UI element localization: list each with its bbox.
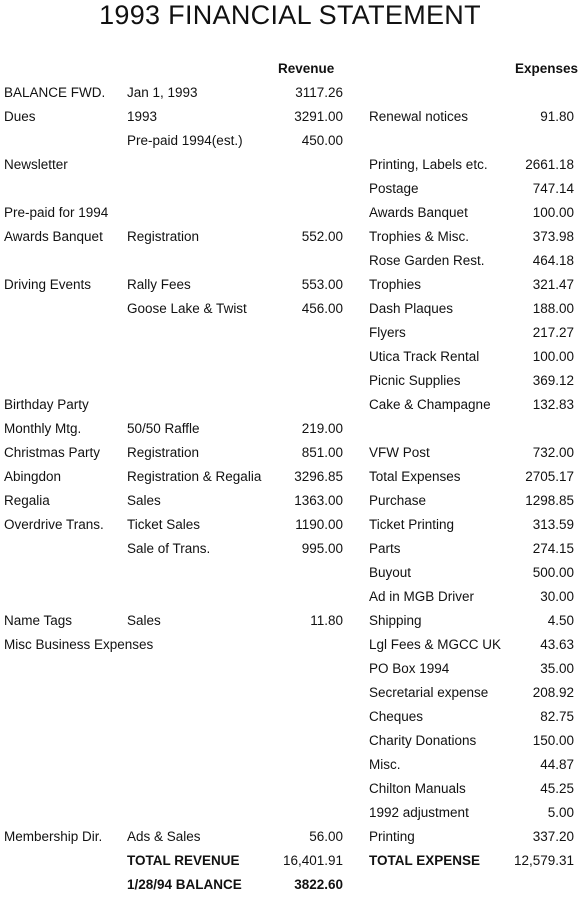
revenue-column-header: Revenue	[278, 61, 335, 76]
revenue-source: Abingdon	[4, 469, 62, 484]
expense-item: VFW Post	[369, 445, 430, 460]
revenue-detail: 50/50 Raffle	[127, 421, 200, 436]
expense-item: Lgl Fees & MGCC UK	[369, 637, 502, 652]
expense-amount: 2661.18	[525, 157, 574, 172]
revenue-detail: Registration & Regalia	[127, 469, 262, 484]
expense-amount: 82.75	[540, 709, 574, 724]
revenue-amount: 219.00	[301, 421, 343, 436]
expense-item: Picnic Supplies	[369, 373, 461, 388]
expense-amount: 337.20	[532, 829, 574, 844]
expense-amount: 321.47	[532, 277, 574, 292]
expenses-column-header: Expenses	[514, 61, 578, 76]
expense-amount: 5.00	[547, 805, 574, 820]
expense-amount: 464.18	[532, 253, 574, 268]
expense-amount: 43.63	[540, 637, 574, 652]
expense-item: Postage	[369, 181, 419, 196]
revenue-amount: 1363.00	[294, 493, 343, 508]
revenue-detail: Pre-paid 1994(est.)	[127, 133, 243, 148]
revenue-detail: Ticket Sales	[127, 517, 201, 532]
expense-amount: 373.98	[532, 229, 574, 244]
expense-item: Purchase	[369, 493, 427, 508]
revenue-detail: Registration	[127, 229, 200, 244]
revenue-detail: Registration	[127, 445, 200, 460]
expense-item: Trophies & Misc.	[369, 229, 470, 244]
revenue-amount: 3296.85	[294, 469, 343, 484]
revenue-source: Birthday Party	[4, 397, 89, 412]
expense-amount: 91.80	[540, 109, 574, 124]
expense-amount: 369.12	[532, 373, 574, 388]
revenue-source: Christmas Party	[4, 445, 101, 460]
expense-amount: 30.00	[540, 589, 574, 604]
expense-item: Dash Plaques	[369, 301, 454, 316]
revenue-amount: 3117.26	[295, 85, 343, 100]
revenue-source: Awards Banquet	[4, 229, 103, 244]
total-revenue-value: 16,401.91	[282, 853, 343, 868]
revenue-detail: Rally Fees	[127, 277, 191, 292]
revenue-source: BALANCE FWD.	[4, 85, 106, 100]
revenue-source: Newsletter	[4, 157, 68, 172]
total-expense-label: TOTAL EXPENSE	[369, 853, 481, 868]
expense-amount: 208.92	[532, 685, 574, 700]
expense-item: Cheques	[369, 709, 424, 724]
expense-item: Ticket Printing	[369, 517, 455, 532]
expense-amount: 35.00	[540, 661, 574, 676]
total-revenue-label: TOTAL REVENUE	[127, 853, 240, 868]
expense-amount: 313.59	[532, 517, 574, 532]
revenue-detail: Jan 1, 1993	[127, 85, 198, 100]
expense-item: PO Box 1994	[369, 661, 450, 676]
expense-item: Utica Track Rental	[369, 349, 480, 364]
revenue-source: Pre-paid for 1994	[4, 205, 109, 220]
expense-amount: 44.87	[540, 757, 574, 772]
revenue-source: Dues	[4, 109, 36, 124]
revenue-amount: 456.00	[301, 301, 343, 316]
revenue-amount: 3291.00	[294, 109, 343, 124]
expense-amount: 274.15	[532, 541, 574, 556]
statement-title: 1993 FINANCIAL STATEMENT	[99, 0, 481, 30]
expense-item: Printing	[369, 829, 415, 844]
expense-amount: 45.25	[540, 781, 574, 796]
expense-item: Buyout	[369, 565, 412, 580]
revenue-detail: Sales	[127, 493, 161, 508]
revenue-detail: Sales	[127, 613, 161, 628]
expense-item: Parts	[369, 541, 401, 556]
revenue-detail: Ads & Sales	[127, 829, 201, 844]
revenue-detail: 1993	[127, 109, 158, 124]
expense-amount: 100.00	[532, 205, 574, 220]
expense-amount: 188.00	[532, 301, 574, 316]
expense-item: Trophies	[369, 277, 422, 292]
expense-item: Renewal notices	[369, 109, 469, 124]
revenue-source: Overdrive Trans.	[4, 517, 104, 532]
expense-item: Printing, Labels etc.	[369, 157, 488, 172]
revenue-amount: 995.00	[301, 541, 343, 556]
revenue-source: Monthly Mtg.	[4, 421, 82, 436]
expense-amount: 500.00	[532, 565, 574, 580]
expense-item: Charity Donations	[369, 733, 477, 748]
balance-value: 3822.60	[294, 877, 343, 892]
expense-amount: 732.00	[532, 445, 574, 460]
expense-amount: 4.50	[547, 613, 574, 628]
expense-amount: 150.00	[532, 733, 574, 748]
expense-item: Chilton Manuals	[369, 781, 466, 796]
revenue-amount: 450.00	[301, 133, 343, 148]
expense-amount: 1298.85	[525, 493, 574, 508]
expense-amount: 2705.17	[525, 469, 574, 484]
revenue-source: Regalia	[4, 493, 50, 508]
revenue-detail: Goose Lake & Twist	[127, 301, 247, 316]
revenue-source: Membership Dir.	[4, 829, 103, 844]
expense-amount: 100.00	[532, 349, 574, 364]
revenue-source: Misc Business Expenses	[4, 637, 154, 652]
expense-amount: 132.83	[532, 397, 574, 412]
revenue-amount: 851.00	[301, 445, 343, 460]
expense-item: Misc.	[369, 757, 401, 772]
revenue-amount: 552.00	[301, 229, 343, 244]
expense-item: Flyers	[369, 325, 406, 340]
revenue-detail: Sale of Trans.	[127, 541, 211, 556]
revenue-source: Name Tags	[4, 613, 73, 628]
expense-item: Awards Banquet	[369, 205, 468, 220]
expense-item: 1992 adjustment	[369, 805, 469, 820]
revenue-source: Driving Events	[4, 277, 92, 292]
expense-amount: 217.27	[532, 325, 574, 340]
expense-amount: 747.14	[532, 181, 574, 196]
revenue-amount: 1190.00	[295, 517, 343, 532]
revenue-amount: 553.00	[301, 277, 343, 292]
expense-item: Cake & Champagne	[369, 397, 491, 412]
revenue-amount: 11.80	[310, 613, 343, 628]
expense-item: Total Expenses	[369, 469, 461, 484]
revenue-amount: 56.00	[309, 829, 343, 844]
total-expense-value: 12,579.31	[513, 853, 574, 868]
expense-item: Rose Garden Rest.	[369, 253, 485, 268]
balance-label: 1/28/94 BALANCE	[127, 877, 242, 892]
expense-item: Shipping	[369, 613, 422, 628]
expense-item: Ad in MGB Driver	[369, 589, 475, 604]
expense-item: Secretarial expense	[369, 685, 489, 700]
